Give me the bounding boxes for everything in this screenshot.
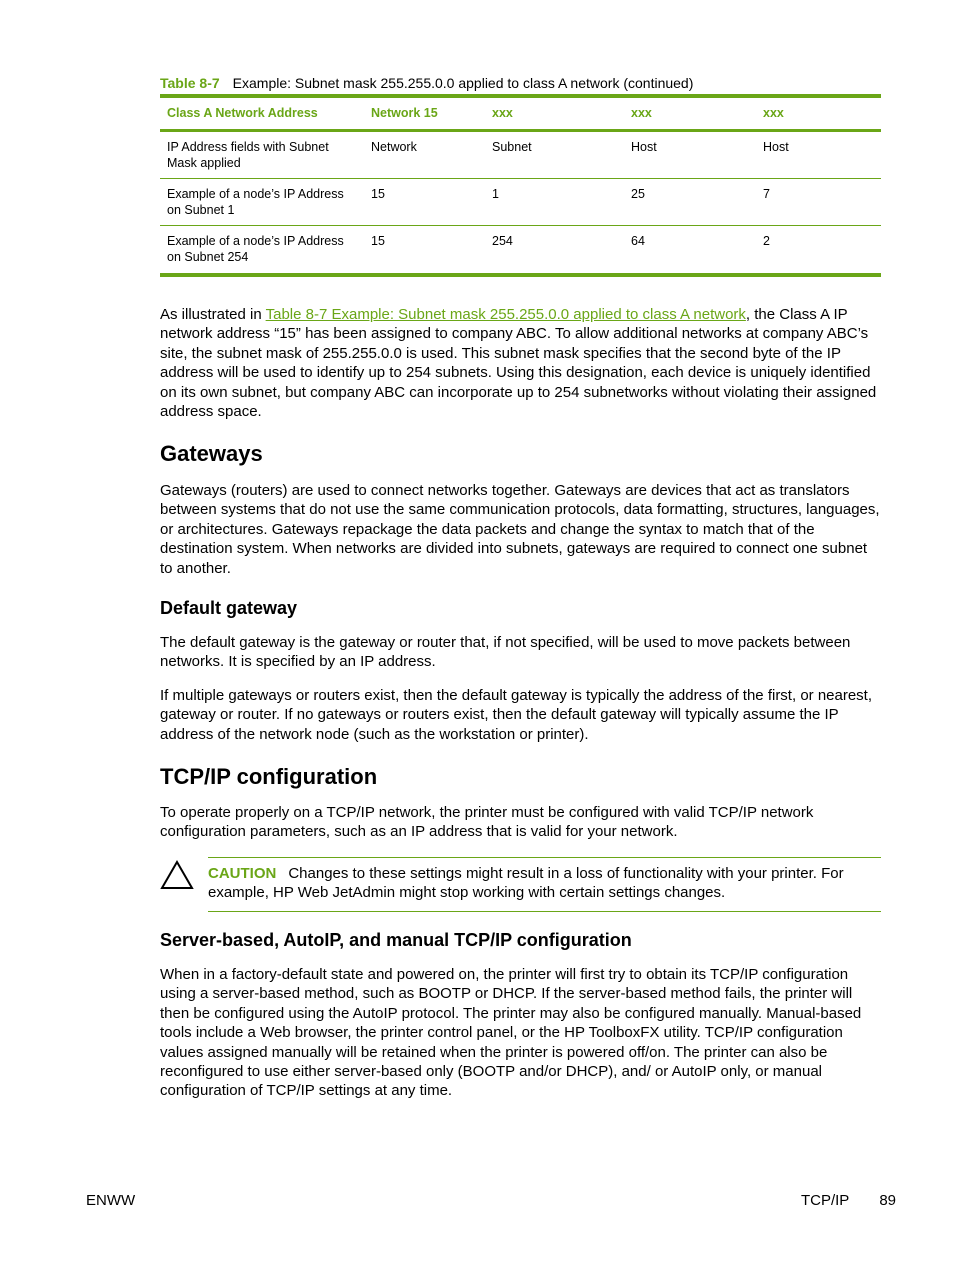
table-cell: 15 [371,234,385,248]
table-cell: 2 [763,234,770,248]
table-row [160,179,881,226]
table-cell: IP Address fields with Subnet Mask applied [160,131,364,179]
footer-right [801,1192,896,1209]
intro-paragraph [160,305,881,421]
table-cell: 254 [492,234,513,248]
table-cell: Host [624,131,756,179]
table-cell: Host [756,131,881,179]
table-row [160,226,881,276]
table-header-cell: Class A Network Address [160,96,364,131]
table-caption [160,75,693,91]
table-cell: 15 [364,179,485,226]
table-header-row [160,96,881,131]
gateways-paragraph: Gateways (routers) are used to connect networks together. Gateways are devices that act as translators between systems that do not use the same communication protocols, data formatting, structures, languages, or architectures. Gateways repackage the data packets and change the syntax to match that of the destination system. When networks are divided into subnets, gateways are required to connect one subnet to another. [160,482,880,577]
intro-text-before: As illustrated in [160,306,266,323]
caution-text: Changes to these settings might result in a loss of functionality with your printer. For example, HP Web JetAdmin might stop working with certain settings changes. [208,865,844,902]
table-number: Table 8-7 [160,75,220,91]
caution-label: CAUTION [208,865,277,882]
warning-triangle-icon [160,860,194,890]
table-header-cell: xxx [756,96,881,131]
page-number: 89 [879,1192,896,1209]
gateways-heading: Gateways [160,441,263,466]
table-reference-link[interactable]: Table 8-7 Example: Subnet mask 255.255.0.0 applied to class A network [265,306,746,323]
subnet-table [160,94,881,277]
caution-note [208,857,881,912]
table-cell: 64 [631,234,645,248]
footer-left: ENWW [86,1192,136,1209]
table-cell: 7 [756,179,881,226]
default-gateway-heading: Default gateway [160,598,298,618]
table-cell: Subnet [485,131,624,179]
default-gateway-paragraph-1: The default gateway is the gateway or router that, if not specified, will be used to move packets between networks. It is specified by an IP address. [160,634,851,671]
server-based-paragraph: When in a factory-default state and powered on, the printer will first try to obtain its TCP/IP configuration using a server-based method, such as BOOTP or DHCP. If the server-based method fails, the printer will then be configured using the AutoIP protocol. The printer may also be configured manually. Manual-based tools include a Web browser, the printer control panel, or the HP ToolboxFX utility. TCP/IP configuration values assigned manually will be retained when the printer is powered off/on. The printer can also be reconfigured to use either server-based only (BOOTP and/or DHCP), and/ or AutoIP only, or manual configuration of TCP/IP settings at any time. [160,966,862,1100]
table-cell: 25 [624,179,756,226]
server-based-heading: Server-based, AutoIP, and manual TCP/IP configuration [160,930,632,950]
table-cell: Example of a node’s IP Address on Subnet 1 [160,179,364,226]
footer-section: TCP/IP [800,1192,850,1209]
tcpip-configuration-heading: TCP/IP configuration [160,764,378,789]
table-row [160,131,881,179]
table-title: Example: Subnet mask 255.255.0.0 applied to class A network (continued) [232,75,694,91]
intro-text-after: , the Class A IP network address “15” has been assigned to company ABC. To allow additional networks at company ABC’s site, the subnet mask of 255.255.0.0 is used. This subnet mask specifies that the second byte of the IP address will be used to identify up to 254 subnets. Using this designation, each device is uniquely identified on its own subnet, but company ABC can incorporate up to 254 subnetworks without violating their assigned address space. [160,306,877,421]
table-cell: Example of a node’s IP Address on Subnet 254 [167,234,344,264]
table-cell: Network [364,131,485,179]
table-cell: 1 [485,179,624,226]
table-header-cell: Network 15 [364,96,485,131]
tcpip-paragraph: To operate properly on a TCP/IP network, the printer must be configured with valid TCP/IP network configuration parameters, such as an IP address that is valid for your network. [160,804,814,841]
table-header-cell: xxx [624,96,756,131]
table-header-cell: xxx [485,96,624,131]
default-gateway-paragraph-2: If multiple gateways or routers exist, then the default gateway is typically the address of the first, or nearest, gateway or router. If no gateways or routers exist, then the default gateway will typically assume the IP address of the network node (such as the workstation or printer). [160,687,873,743]
